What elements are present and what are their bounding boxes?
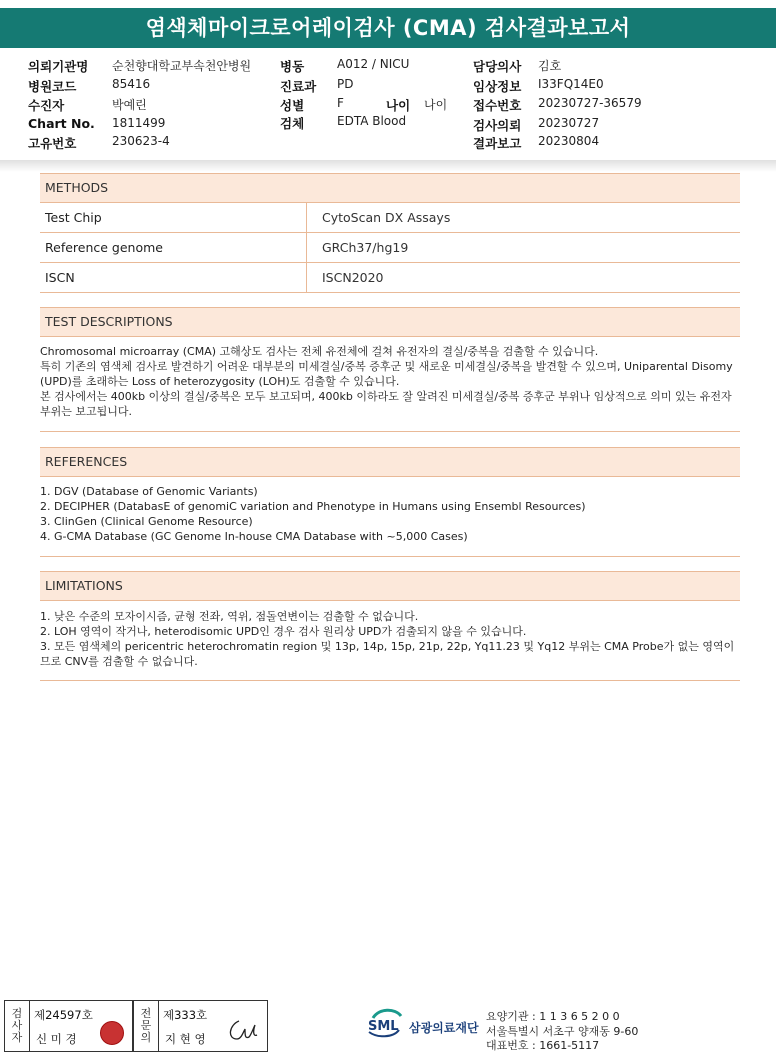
examinee-value: 박예린 (112, 98, 147, 112)
test-descriptions-text (40, 344, 740, 419)
sex-label: 성별 (280, 98, 305, 113)
receipt-no-label: 접수번호 (473, 98, 522, 113)
methods-row-reference-genome (40, 233, 740, 263)
methods-row-value: CytoScan DX Assays (306, 203, 740, 232)
methods-row-label: Test Chip (45, 210, 102, 225)
section-divider (40, 556, 740, 557)
sml-logo-icon (365, 1008, 405, 1038)
age-value: 나이 (424, 98, 448, 112)
approver-label-box (133, 1000, 159, 1052)
methods-row-value: GRCh37/hg19 (306, 233, 740, 262)
reference-item: 2. DECIPHER (DatabasE of genomiC variation and Phenotype in Humans using Ensembl Resources) (40, 500, 586, 513)
examiner-label-box (4, 1000, 30, 1052)
doctor-label: 담당의사 (473, 59, 522, 74)
methods-row-iscn (40, 263, 740, 293)
limitation-item: 3. 모든 염색체의 pericentric heterochromatin region 및 13p, 14p, 15p, 21p, 22p, Yq11.23 및 Yq12 부위는 CMA Probe가 없는 영역이므로 CNV를 검출할 수 없습니다. (40, 640, 735, 668)
methods-heading: METHODS (40, 173, 740, 203)
request-date-label: 검사의뢰 (473, 118, 522, 133)
ward-value: A012 / NICU (337, 57, 410, 71)
references-list (40, 484, 740, 544)
approver-name: 지 현 영 (165, 1032, 206, 1046)
approver-box (158, 1000, 268, 1052)
request-date-value: 20230727 (538, 116, 600, 130)
organization-address: 서울특별시 서초구 양재동 9-60 (486, 1025, 639, 1038)
ward-label: 병동 (280, 59, 305, 74)
methods-row-test-chip (40, 203, 740, 233)
section-divider (40, 431, 740, 432)
doctor-value: 김호 (538, 59, 562, 73)
report-date-label: 결과보고 (473, 136, 522, 151)
reference-item: 3. ClinGen (Clinical Genome Resource) (40, 515, 253, 528)
header-divider (0, 160, 776, 172)
chart-no-label: Chart No. (28, 116, 95, 131)
approver-signature-icon (225, 1015, 261, 1045)
methods-row-label: Reference genome (45, 240, 163, 255)
limitations-heading: LIMITATIONS (40, 571, 740, 601)
department-value: PD (337, 77, 354, 91)
receipt-no-value: 20230727-36579 (538, 96, 642, 110)
examiner-seal-icon (100, 1021, 124, 1045)
examiner-label: 검 사 자 (11, 1007, 23, 1044)
reference-item: 4. G-CMA Database (GC Genome In-house CMA Database with ~5,000 Cases) (40, 530, 468, 543)
organization-name: 삼광의료재단 (409, 1021, 479, 1035)
reference-item: 1. DGV (Database of Genomic Variants) (40, 485, 258, 498)
age-label: 나이 (386, 98, 411, 113)
approver-license: 제333호 (163, 1008, 208, 1022)
sex-value: F (337, 96, 344, 110)
clinical-info-label: 임상정보 (473, 79, 522, 94)
limitations-list (40, 609, 740, 669)
report-date-value: 20230804 (538, 134, 600, 148)
methods-row-label: ISCN (45, 270, 75, 285)
hospital-code-label: 병원코드 (28, 79, 77, 94)
examiner-box (29, 1000, 133, 1052)
examiner-name: 신 미 경 (36, 1032, 77, 1046)
limitation-item: 1. 낮은 수준의 모자이시즘, 균형 전좌, 역위, 점돌연변이는 검출할 수 없습니다. (40, 610, 419, 623)
hospital-code-value: 85416 (112, 77, 151, 91)
approver-label: 전 문 의 (140, 1007, 152, 1044)
test-description-line: Chromosomal microarray (CMA) 고해상도 검사는 전체 유전체에 걸쳐 유전자의 결실/중복을 검출할 수 있습니다. (40, 345, 599, 358)
chart-no-value: 1811499 (112, 116, 166, 130)
care-institution-code: 요양기관 : 1 1 3 6 5 2 0 0 (486, 1010, 620, 1023)
department-label: 진료과 (280, 79, 317, 94)
test-description-line: 본 검사에서는 400kb 이상의 결실/중복은 모두 보고되며, 400kb 이하라도 잘 알려진 미세결실/중복 증후군 부위나 임상적으로 의미 있는 유전자 부위는 보고됩니다. (40, 390, 732, 418)
examiner-license: 제24597호 (34, 1008, 93, 1022)
institution-label: 의뢰기관명 (28, 59, 89, 74)
specimen-value: EDTA Blood (337, 114, 407, 128)
sml-logo-text: SML (368, 1019, 399, 1034)
references-heading: REFERENCES (40, 447, 740, 477)
unique-no-value: 230623-4 (112, 134, 170, 148)
test-descriptions-heading: TEST DESCRIPTIONS (40, 307, 740, 337)
clinical-info-value: I33FQ14E0 (538, 77, 604, 91)
report-footer (0, 996, 776, 1056)
examinee-label: 수진자 (28, 98, 65, 113)
institution-value: 순천향대학교부속천안병원 (112, 59, 252, 73)
organization-phone: 대표번호 : 1661-5117 (486, 1039, 600, 1052)
methods-row-value: ISCN2020 (306, 263, 740, 292)
test-description-line: 특히 기존의 염색체 검사로 발견하기 어려운 대부분의 미세결실/중복 증후군 및 새로운 미세결실/중복을 발견할 수 있으며, Uniparental Disomy (UPD)를 초래하는 Loss of heterozygosity (LOH)도 검출할 수 있습니다. (40, 360, 733, 388)
report-title: 염색체마이크로어레이검사 (CMA) 검사결과보고서 (0, 8, 776, 48)
limitation-item: 2. LOH 영역이 작거나, heterodisomic UPD인 경우 검사 원리상 UPD가 검출되지 않을 수 있습니다. (40, 625, 527, 638)
specimen-label: 검체 (280, 116, 305, 131)
section-divider (40, 680, 740, 681)
unique-no-label: 고유번호 (28, 136, 77, 151)
patient-info (0, 54, 776, 164)
